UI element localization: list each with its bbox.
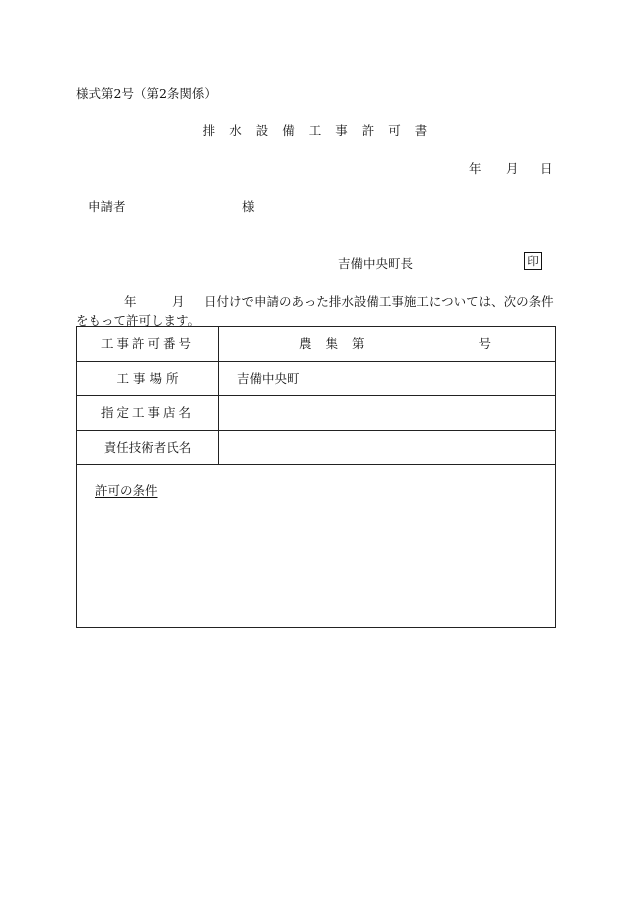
body-month-label: 月 — [172, 294, 185, 309]
date-day-label: 日 — [540, 161, 553, 176]
site-value: 吉備中央町 — [237, 370, 300, 386]
title-char: 可 — [388, 123, 401, 138]
permit-prefix-1: 農 — [299, 336, 312, 351]
contractor-value — [219, 396, 555, 430]
engineer-value — [219, 431, 555, 465]
body-text-line-2: をもって許可します。 — [76, 313, 201, 328]
table-row-engineer — [77, 431, 555, 466]
date-month-label: 月 — [506, 161, 519, 176]
table-row-permit-number — [77, 327, 555, 362]
table-row-contractor — [77, 396, 555, 431]
table-row-site — [77, 362, 555, 397]
conditions-label: 許可の条件 — [95, 483, 158, 498]
title-char: 事 — [335, 123, 348, 138]
title-char: 書 — [414, 123, 428, 138]
site-label: 工 事 場 所 — [77, 362, 219, 396]
issuer-name: 吉備中央町長 — [338, 256, 414, 271]
form-number: 様式第2号（第2条関係） — [76, 86, 217, 101]
permit-table — [76, 326, 556, 628]
body-text-rest: 日付けで申請のあった排水設備工事施工については、次の条件 — [204, 294, 554, 309]
permit-number-value — [219, 327, 555, 361]
body-text-line-1 — [124, 292, 554, 310]
title-char: 水 — [229, 123, 242, 138]
applicant-honorific: 様 — [242, 199, 255, 214]
body-year-label: 年 — [124, 294, 137, 309]
title-char: 備 — [282, 123, 295, 138]
title-char: 排 — [202, 123, 216, 138]
title-char: 許 — [361, 123, 375, 138]
contractor-label: 指定工事店名 — [77, 396, 219, 430]
engineer-label: 責任技術者氏名 — [77, 431, 219, 465]
title-char: 設 — [255, 123, 269, 138]
applicant-label: 申請者 — [88, 199, 126, 214]
document-title — [0, 121, 630, 139]
permit-suffix: 号 — [478, 336, 492, 351]
permit-prefix-2: 集 — [325, 336, 339, 351]
title-text — [196, 123, 435, 138]
date-year-label: 年 — [469, 161, 482, 176]
permit-no-label: 第 — [352, 336, 365, 351]
seal-mark: 印 — [524, 252, 542, 270]
title-char: 工 — [308, 123, 322, 138]
permit-number-label: 工事許可番号 — [77, 327, 219, 361]
